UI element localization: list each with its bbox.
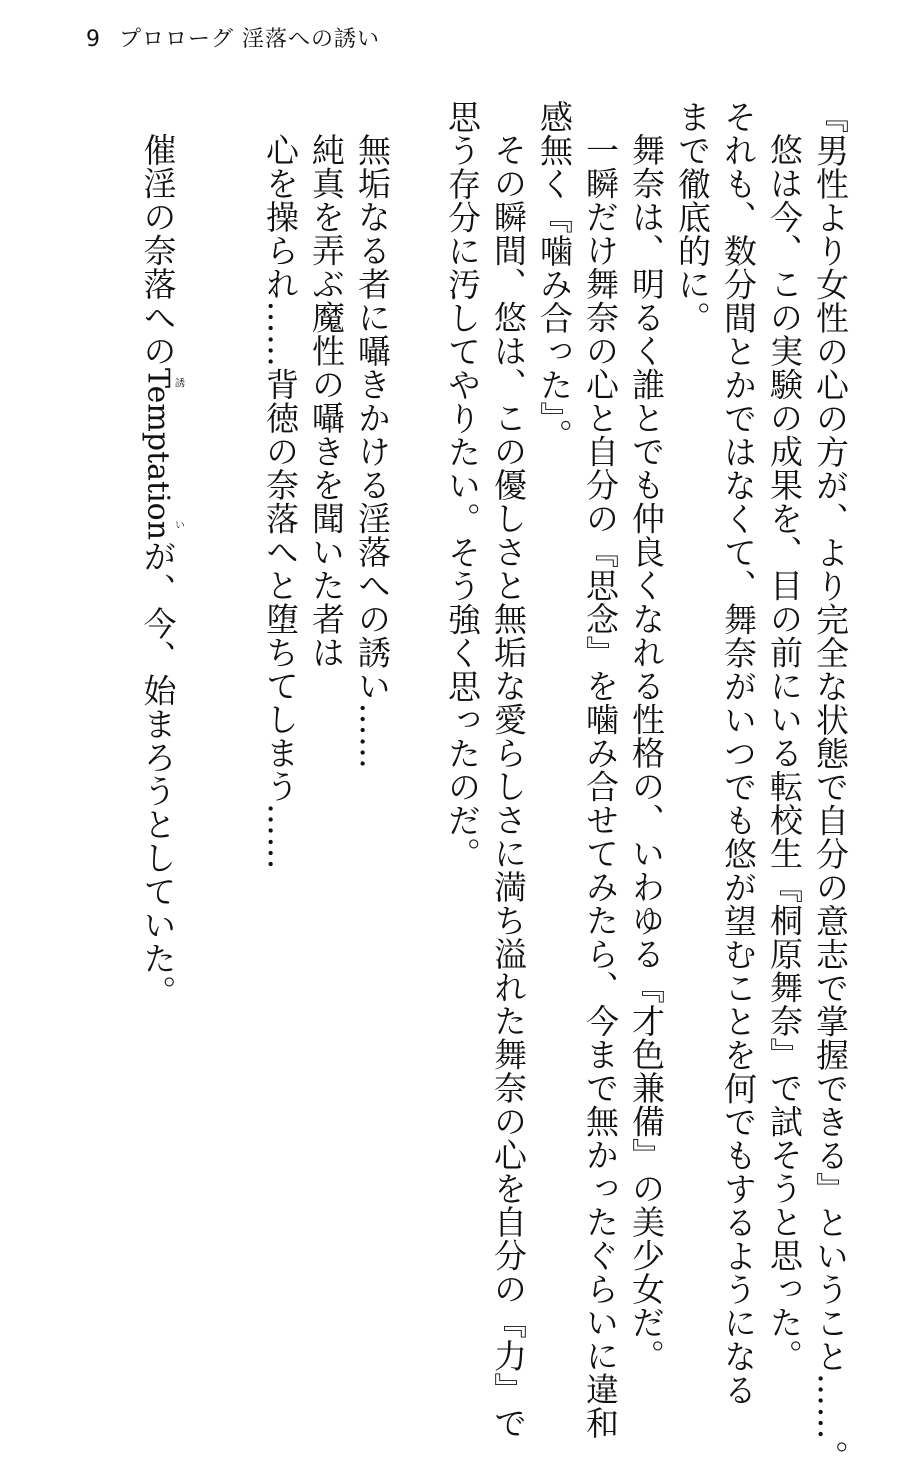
text-line-9: 思う存分に汚してやりたい。そう強く思ったのだ。 xyxy=(443,100,482,871)
text-line-7: 感無く『噛み合った』。 xyxy=(535,100,574,452)
text-line-8: その瞬間、悠は、この優しさと無垢な愛らしさに満ち溢れた舞奈の心を自分の『力』で xyxy=(489,133,528,1440)
verse-line-3: 心を操られ……背徳の奈落へと堕ちてしまう…… xyxy=(261,133,300,870)
running-header xyxy=(86,22,380,53)
final-line-after: が、今、始まろうとしていた。 xyxy=(138,539,178,1009)
text-line-6: 一瞬だけ舞奈の心と自分の『思念』を噛み合せてみたら、今まで無かったぐらいに違和 xyxy=(581,133,620,1440)
temptation-ruby xyxy=(140,367,184,540)
vertical-text-body xyxy=(77,100,850,1474)
page-number: 9 xyxy=(86,27,101,52)
text-line-1: 『男性より女性の心の方が、より完全な状態で自分の意志で掌握できる』ということ……。 xyxy=(811,100,850,1474)
verse-line-2: 純真を弄ぶ魔性の囁きを聞いた者は xyxy=(307,133,346,669)
final-line-before: 催淫の奈落への xyxy=(138,133,178,368)
text-line-3: それも、数分間とかではなくて、舞奈がいつでも悠が望むことを何でもするようになる xyxy=(719,100,758,1407)
text-line-2: 悠は今、この実験の成果を、目の前にいる転校生『桐原舞奈』で試そうと思った。 xyxy=(765,133,804,1373)
temptation-ruby-text: 誘い xyxy=(172,367,184,540)
final-line xyxy=(137,100,183,1353)
temptation-word: Temptation xyxy=(140,367,176,540)
verse-line-1: 無垢なる者に囁きかける淫落への誘い…… xyxy=(353,133,392,770)
spacer-line xyxy=(205,100,251,1320)
text-line-4: まで徹底的に。 xyxy=(673,100,712,335)
text-line-5: 舞奈は、明るく誰とでも仲良くなれる性格の、いわゆる『才色兼備』の美少女だ。 xyxy=(627,133,666,1373)
chapter-title: プロローグ 淫落への誘い xyxy=(119,27,380,52)
